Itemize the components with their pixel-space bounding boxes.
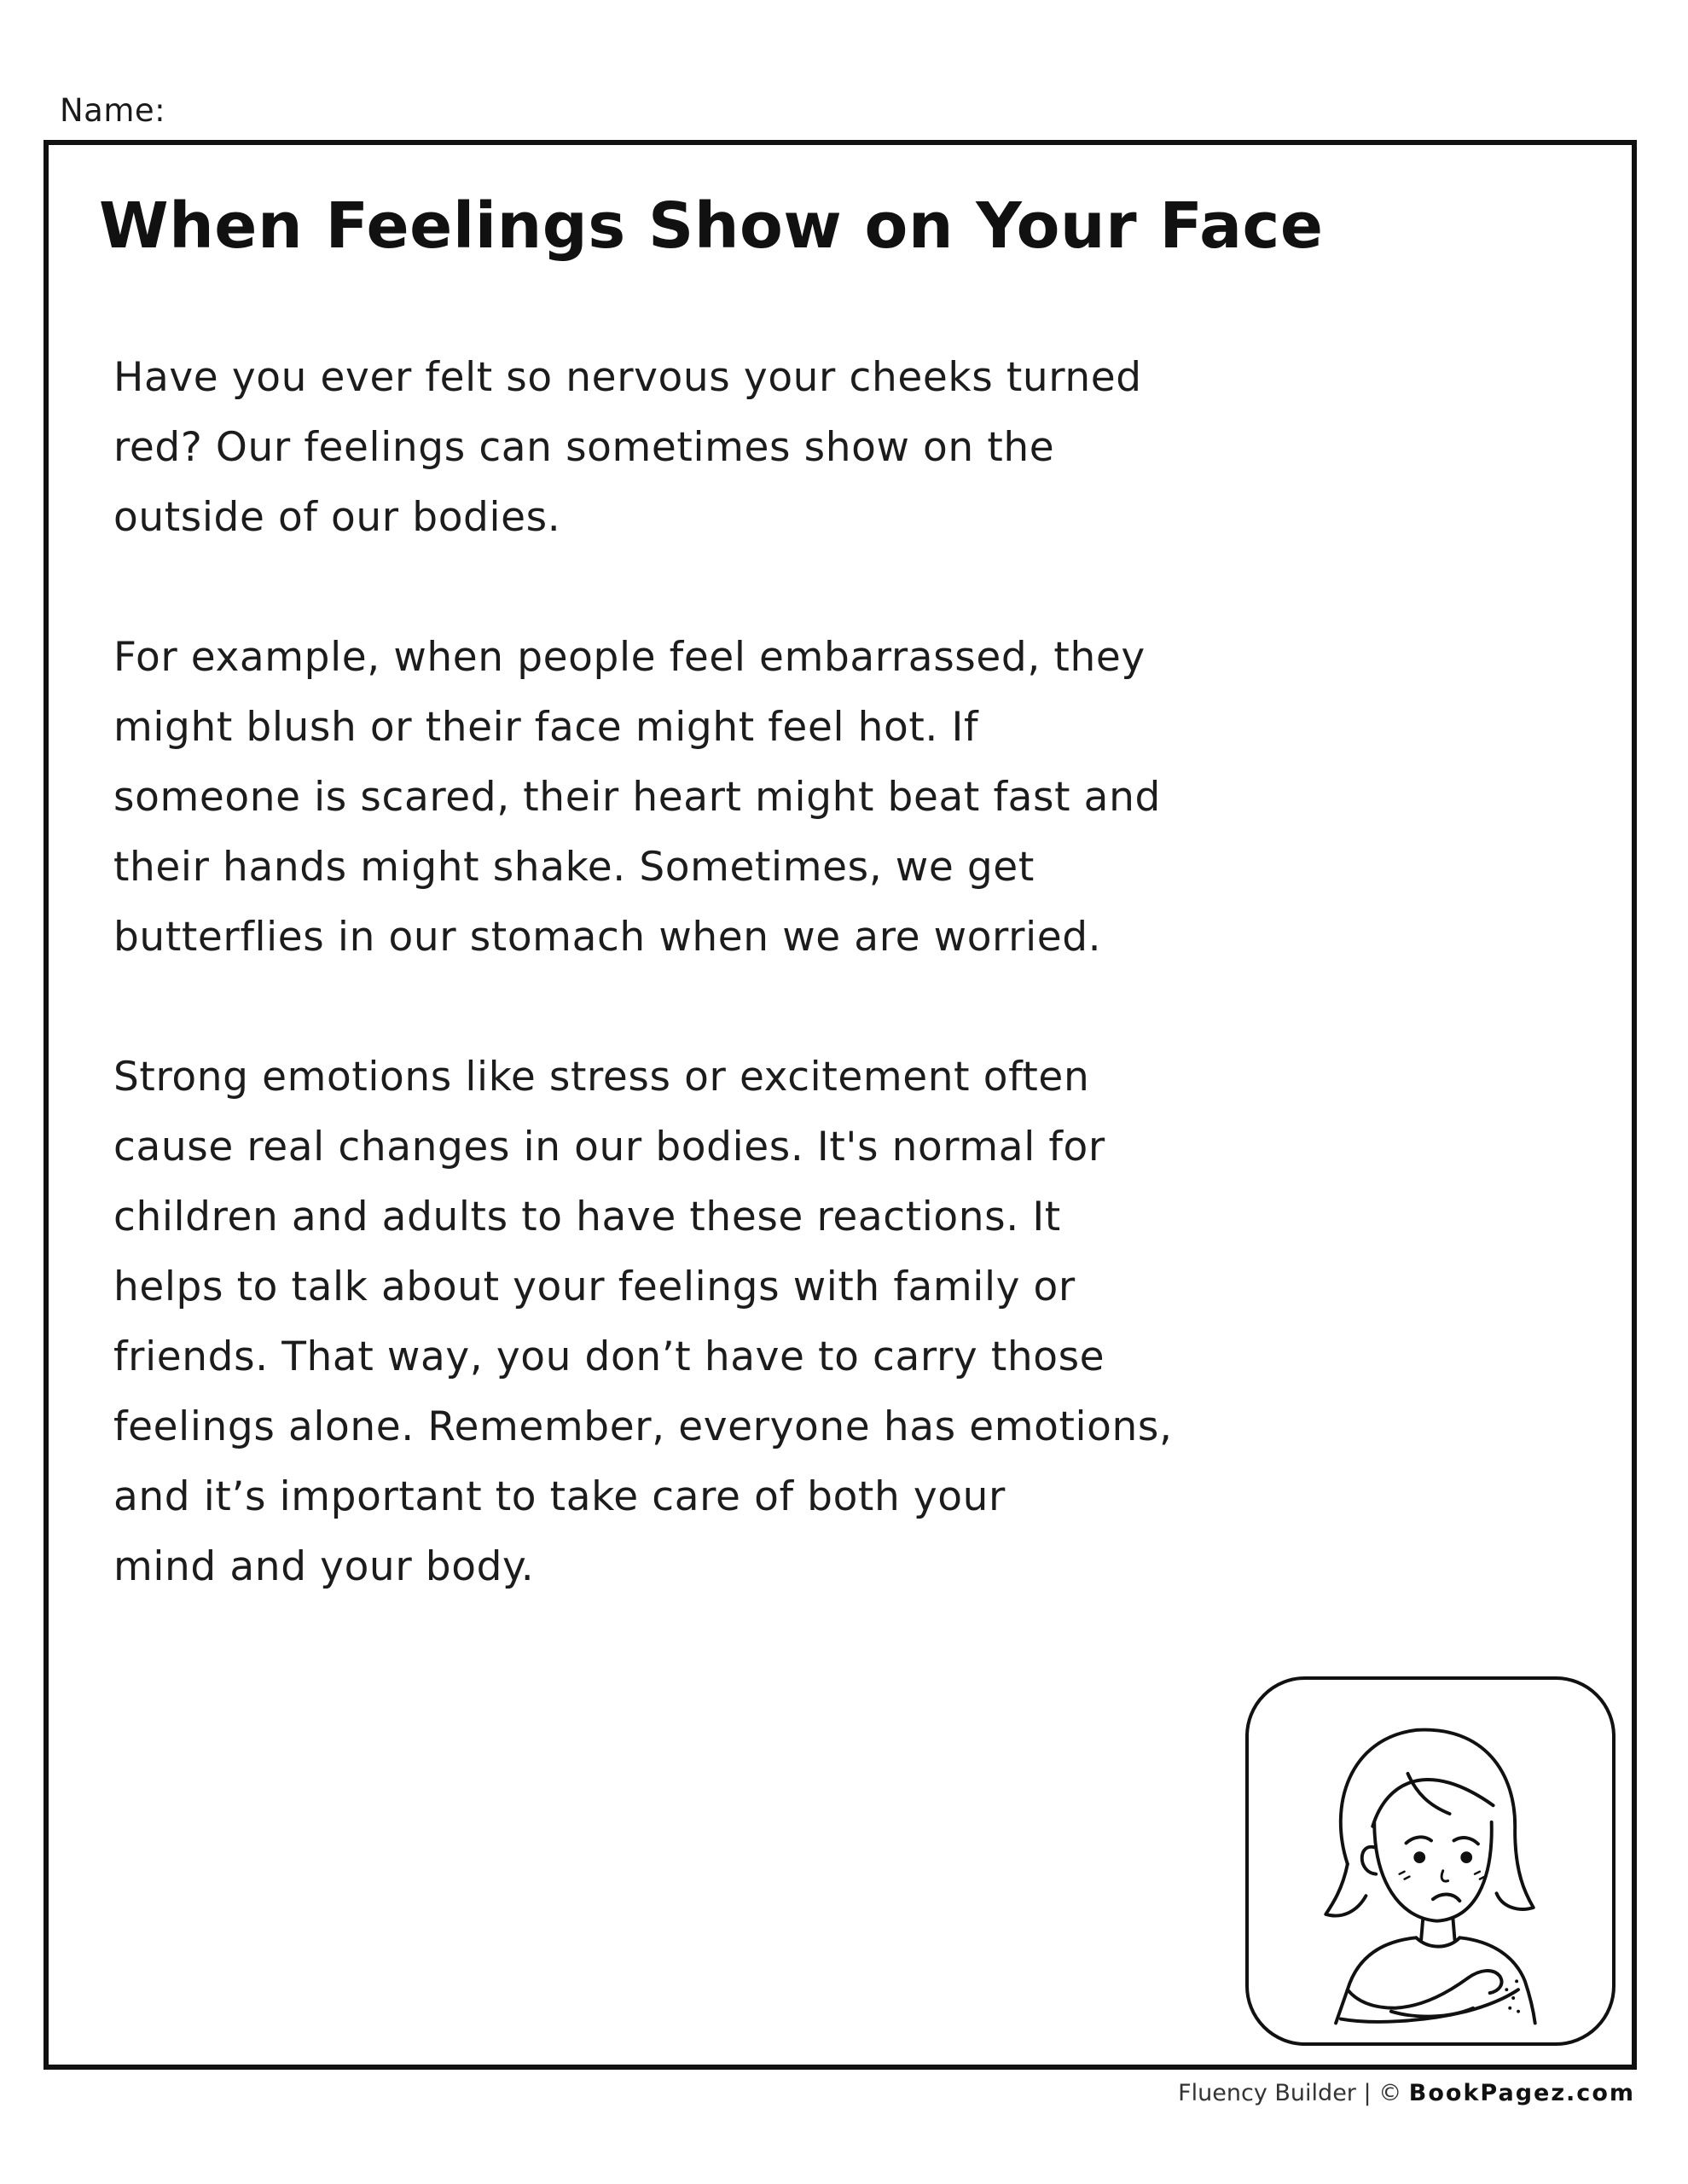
paragraph-line: helps to talk about your feelings with family or [113, 1263, 1076, 1310]
paragraph-line: butterflies in our stomach when we are worried. [113, 914, 1102, 961]
paragraph-1 [113, 343, 1222, 553]
name-label: Name: [60, 92, 166, 129]
paragraph-line: their hands might shake. Sometimes, we get [113, 844, 1035, 891]
worried-girl-illustration-icon [1249, 1680, 1612, 2042]
paragraph-line: Strong emotions like stress or excitement often [113, 1054, 1090, 1101]
copyright-symbol: © [1378, 2080, 1402, 2106]
footer-label: Fluency Builder | [1178, 2080, 1372, 2106]
paragraph-line: Have you ever felt so nervous your cheeks turned [113, 354, 1142, 401]
footer-brand: BookPagez.com [1408, 2080, 1635, 2106]
footer [1178, 2080, 1635, 2106]
paragraph-line: might blush or their face might feel hot. If [113, 704, 979, 751]
paragraph-line: and it’s important to take care of both your [113, 1473, 1006, 1520]
page-title: When Feelings Show on Your Face [99, 189, 1324, 263]
paragraph-line: someone is scared, their heart might beat fast and [113, 774, 1161, 821]
paragraph-line: outside of our bodies. [113, 494, 561, 541]
paragraph-line: friends. That way, you don’t have to carry those [113, 1333, 1105, 1380]
paragraph-line: For example, when people feel embarrassed, they [113, 634, 1146, 681]
paragraph-line: red? Our feelings can sometimes show on the [113, 424, 1055, 471]
paragraph-line: mind and your body. [113, 1543, 535, 1590]
paragraph-3 [113, 1043, 1222, 1602]
illustration-box [1245, 1676, 1615, 2046]
paragraph-2 [113, 623, 1222, 973]
paragraph-line: feelings alone. Remember, everyone has emotions, [113, 1403, 1173, 1450]
paragraph-line: children and adults to have these reactions. It [113, 1194, 1061, 1240]
reading-passage [113, 343, 1222, 1672]
paragraph-line: cause real changes in our bodies. It's normal for [113, 1124, 1105, 1170]
